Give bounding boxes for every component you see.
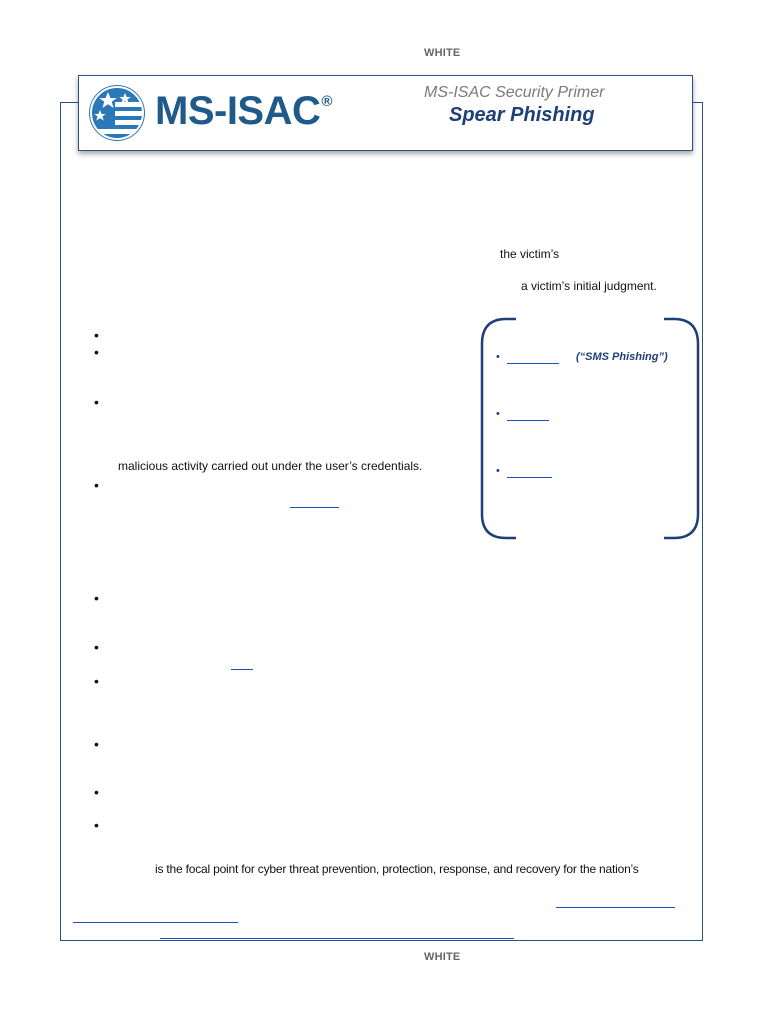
bullet-4: • xyxy=(94,477,99,493)
hyperlink-underline-1[interactable] xyxy=(290,507,339,508)
page-title: Spear Phishing xyxy=(449,104,595,126)
bullet-8: • xyxy=(94,736,99,752)
sidebar-sms-label: (“SMS Phishing”) xyxy=(576,351,668,363)
footer-link-2[interactable] xyxy=(73,922,238,923)
bullet-1: • xyxy=(94,327,99,343)
logo-wordmark: MS-ISAC® xyxy=(155,89,332,133)
bullet-10: • xyxy=(94,817,99,833)
flag-globe-icon xyxy=(88,84,146,142)
sidebar-bullet-3: • xyxy=(496,465,500,477)
bullet-7: • xyxy=(94,673,99,689)
sidebar-bracket-frame xyxy=(478,316,702,542)
text-focal-point: is the focal point for cyber threat prevention, protection, response, and recovery for the nation’s xyxy=(155,862,639,876)
sidebar-link-1[interactable] xyxy=(507,363,559,364)
footer-link-3[interactable] xyxy=(160,938,514,939)
text-initial-judgment: a victim’s initial judgment. xyxy=(521,279,657,293)
bullet-6: • xyxy=(94,639,99,655)
primer-subtitle: MS-ISAC Security Primer xyxy=(424,84,605,101)
sidebar-link-2[interactable] xyxy=(507,420,549,421)
sidebar-link-3[interactable] xyxy=(507,477,552,478)
footer-link-1[interactable] xyxy=(556,907,675,908)
sidebar-bullet-2: • xyxy=(496,408,500,420)
tlp-bottom-label: WHITE xyxy=(424,951,461,963)
text-malicious-activity: malicious activity carried out under the user’s credentials. xyxy=(118,459,423,473)
text-victims: the victim’s xyxy=(500,247,560,261)
tlp-top-label: WHITE xyxy=(424,47,461,59)
header-card xyxy=(78,75,693,151)
bullet-9: • xyxy=(94,784,99,800)
ms-isac-logo xyxy=(88,83,338,141)
bullet-3: • xyxy=(94,394,99,410)
hyperlink-underline-2[interactable] xyxy=(231,669,253,670)
bullet-2: • xyxy=(94,344,99,360)
bullet-5: • xyxy=(94,590,99,606)
sidebar-bullet-1: • xyxy=(496,351,500,363)
